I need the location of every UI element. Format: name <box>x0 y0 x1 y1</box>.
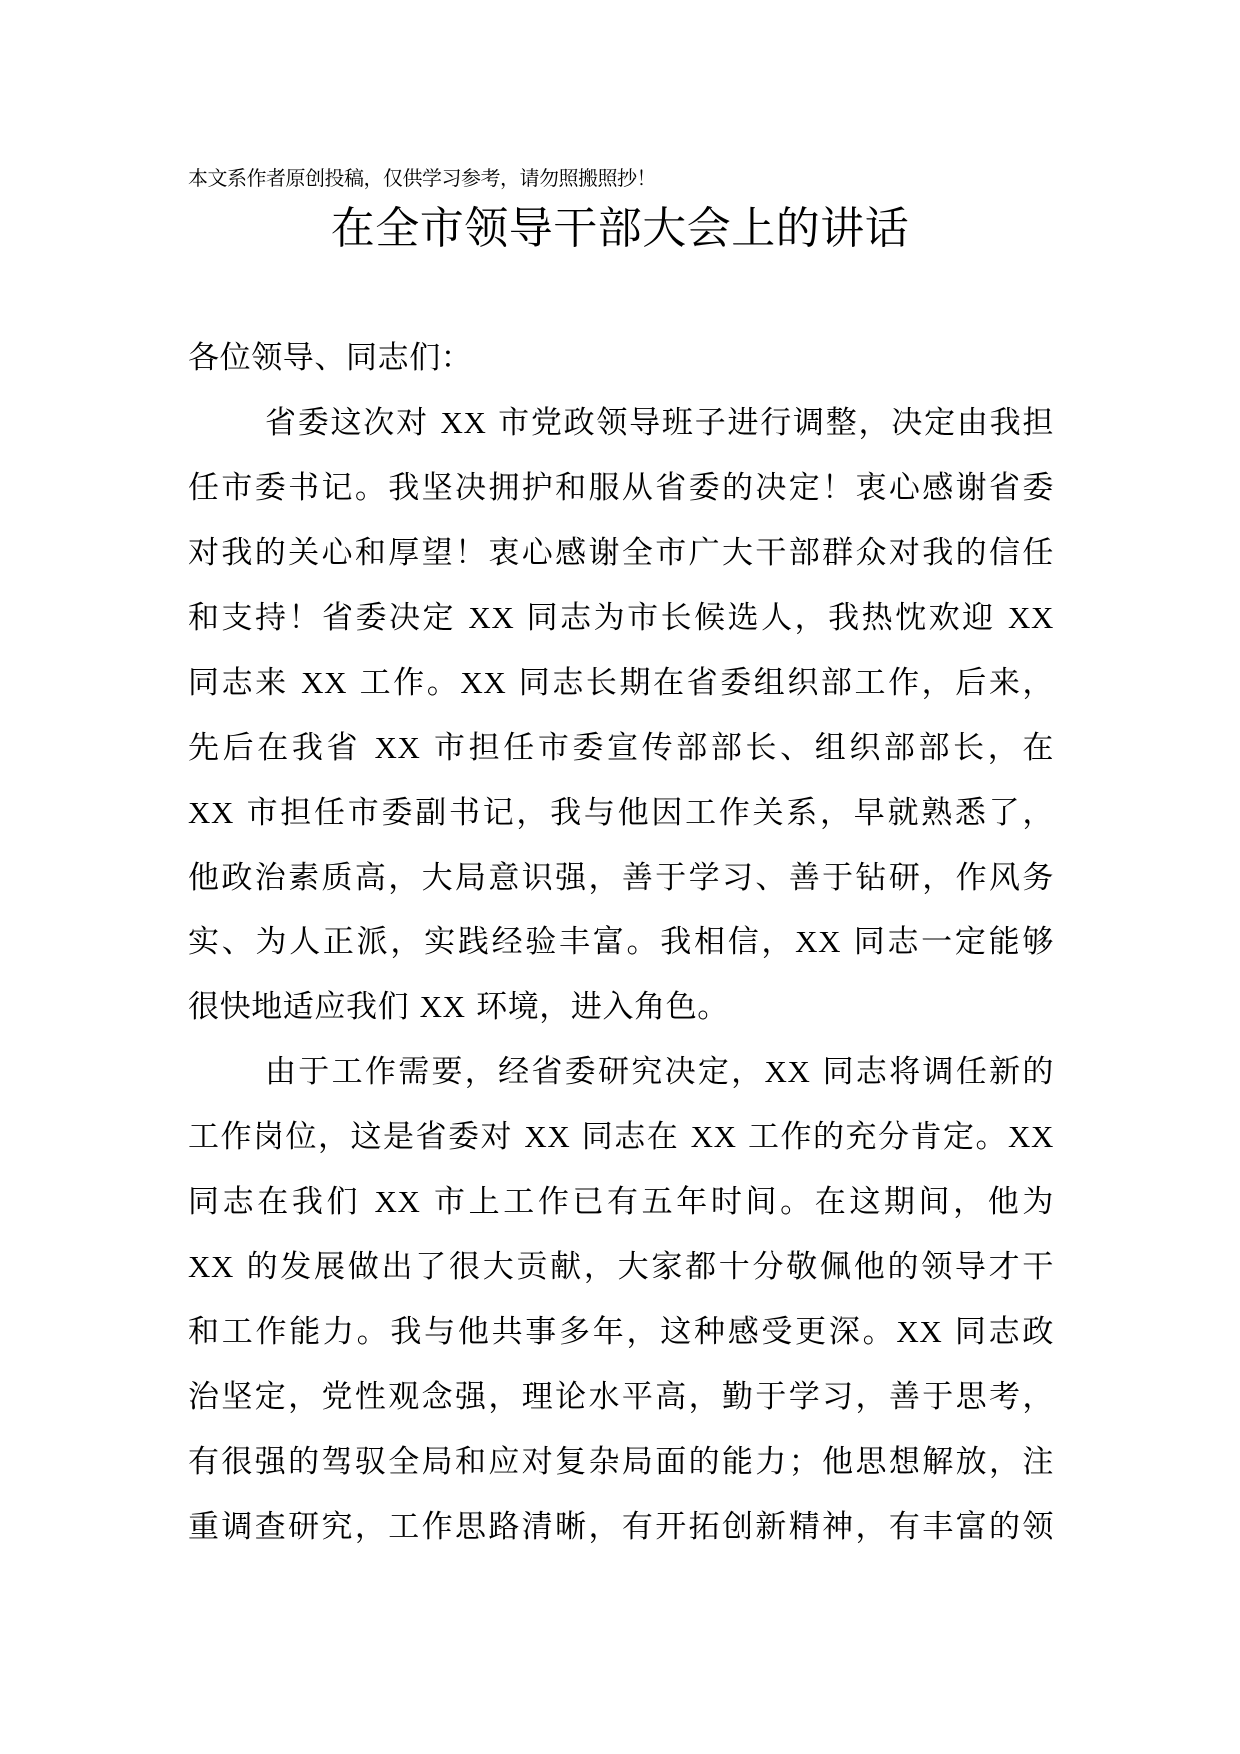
placeholder-xx: XX <box>690 1119 737 1155</box>
placeholder-xx: XX <box>524 1119 571 1155</box>
paragraph-2 <box>188 1040 1054 1560</box>
text-line <box>188 781 1054 846</box>
line-text: 同志在我们 XX 市上工作已有五年时间。在这期间，他为 <box>188 1184 1054 1221</box>
line-text: 对我的关心和厚望！衷心感谢全市广大干部群众对我的信任 <box>188 534 1054 571</box>
line-text: 先后在我省 XX 市担任市委宣传部部长、组织部部长，在 <box>188 729 1054 766</box>
text-line <box>188 846 1054 911</box>
placeholder-xx: XX <box>374 729 421 765</box>
line-text: XX 市担任市委副书记，我与他因工作关系，早就熟悉了， <box>188 794 1054 831</box>
line-text: 重调查研究，工作思路清晰，有开拓创新精神，有丰富的领 <box>188 1508 1054 1545</box>
placeholder-xx: XX <box>301 664 348 700</box>
text-line <box>188 521 1054 586</box>
text-line <box>188 1300 1054 1365</box>
text-line <box>188 1495 1054 1560</box>
placeholder-xx: XX <box>419 989 466 1025</box>
document-body <box>188 326 1054 1560</box>
line-text: 他政治素质高，大局意识强，善于学习、善于钻研，作风务 <box>188 859 1054 896</box>
copyright-note: 本文系作者原创投稿，仅供学习参考，请勿照搬照抄！ <box>188 166 656 190</box>
line-text: 和支持！省委决定 XX 同志为市长候选人，我热忱欢迎 XX <box>188 599 1054 636</box>
placeholder-xx: XX <box>440 404 487 440</box>
placeholder-xx: XX <box>374 1184 421 1220</box>
line-text: XX 的发展做出了很大贡献，大家都十分敬佩他的领导才干 <box>188 1249 1054 1286</box>
line-text: 有很强的驾驭全局和应对复杂局面的能力；他思想解放，注 <box>188 1443 1054 1480</box>
line-text: 任市委书记。我坚决拥护和服从省委的决定！衷心感谢省委 <box>188 469 1054 506</box>
text-line <box>188 716 1054 781</box>
placeholder-xx: XX <box>896 1314 943 1350</box>
text-line <box>188 456 1054 521</box>
salutation: 各位领导、同志们： <box>188 340 473 376</box>
placeholder-xx: XX <box>764 1054 811 1090</box>
document-title: 在全市领导干部大会上的讲话 <box>330 203 910 254</box>
placeholder-xx: XX <box>1008 599 1054 635</box>
text-line <box>188 1040 1054 1105</box>
line-text: 由于工作需要，经省委研究决定，XX 同志将调任新的 <box>265 1054 1055 1091</box>
text-line <box>188 910 1054 975</box>
line-text: 同志来 XX 工作。XX 同志长期在省委组织部工作，后来， <box>188 664 1054 701</box>
line-text: 很快地适应我们 XX 环境，进入角色。 <box>188 989 729 1026</box>
paragraph-1 <box>188 391 1054 1040</box>
text-line <box>188 1235 1054 1300</box>
text-line <box>188 651 1054 716</box>
line-text: 治坚定，党性观念强，理论水平高，勤于学习，善于思考， <box>188 1379 1054 1415</box>
text-line <box>188 1105 1054 1170</box>
text-line <box>188 1170 1054 1235</box>
placeholder-xx: XX <box>795 924 842 960</box>
placeholder-xx: XX <box>468 599 515 635</box>
text-line <box>188 1430 1054 1495</box>
placeholder-xx: XX <box>460 664 507 700</box>
text-line <box>188 391 1054 456</box>
line-text: 省委这次对 XX 市党政领导班子进行调整，决定由我担 <box>265 404 1054 441</box>
placeholder-xx: XX <box>188 1249 234 1285</box>
line-text: 和工作能力。我与他共事多年，这种感受更深。XX 同志政 <box>188 1314 1054 1351</box>
text-line <box>188 975 1054 1040</box>
text-line <box>188 1365 1054 1430</box>
line-text: 工作岗位，这是省委对 XX 同志在 XX 工作的充分肯定。XX <box>188 1119 1054 1156</box>
placeholder-xx: XX <box>188 794 234 830</box>
placeholder-xx: XX <box>1008 1119 1054 1155</box>
salutation-line <box>188 326 1054 391</box>
line-text: 实、为人正派，实践经验丰富。我相信，XX 同志一定能够 <box>188 924 1054 961</box>
text-line <box>188 586 1054 651</box>
